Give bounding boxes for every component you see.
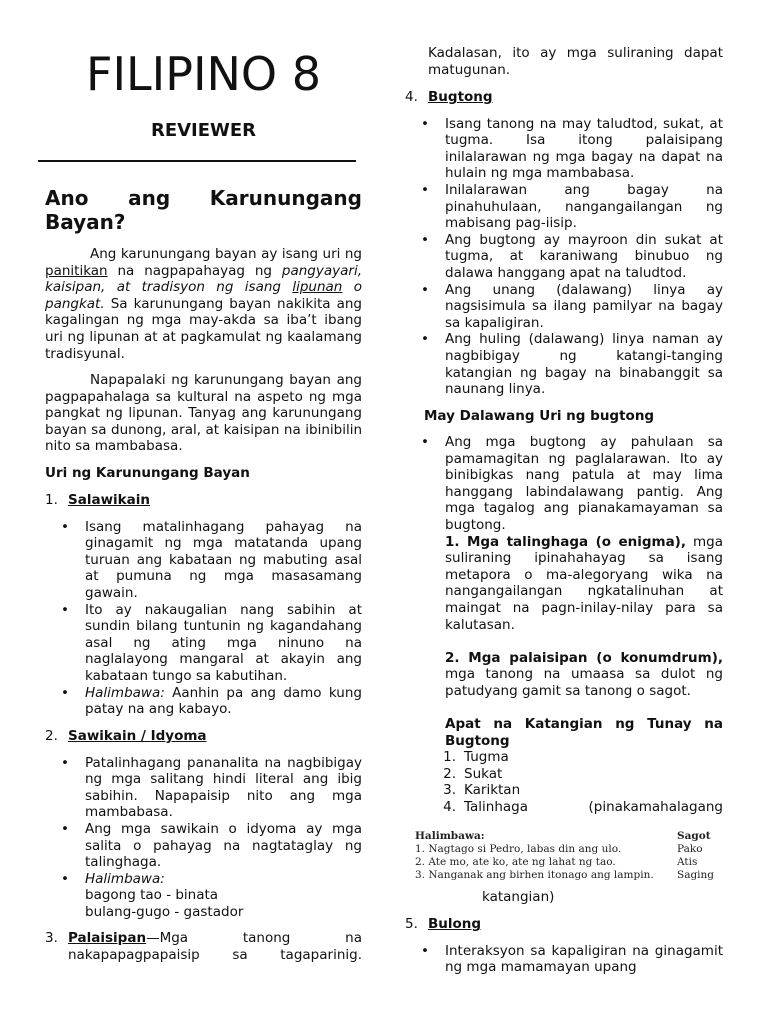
intro-term-lipunan: lipunan: [292, 279, 343, 296]
list-note: (pinakamahalagang: [588, 798, 723, 815]
list-item: • Ang mga sawikain o idyoma ay mga salita o pahayag na nagtataglay ng talinghaga.: [45, 821, 362, 871]
section-number: 1.: [45, 492, 58, 508]
section-title: Bugtong: [428, 89, 493, 105]
section-bulong: [405, 916, 723, 976]
section-title: Bulong: [428, 916, 482, 932]
example-text: bulang-gugo - gastador: [85, 903, 244, 920]
uri-bugtong-heading: May Dalawang Uri ng bugtong: [424, 408, 655, 424]
table-header: Sagot: [677, 830, 711, 842]
list-number: 1.: [443, 749, 456, 765]
list-number: 2.: [443, 765, 456, 782]
list-item: [430, 749, 723, 766]
page-subtitle: REVIEWER: [150, 120, 257, 141]
section-body: [68, 930, 362, 963]
list-text: Sukat: [464, 765, 503, 782]
intro-text: na nagpapahayag ng: [107, 262, 282, 279]
table-cell: Pako: [677, 843, 703, 855]
list-item: [430, 766, 723, 783]
bullet-list: [405, 434, 723, 700]
title-divider: [38, 160, 356, 162]
example-text: Aanhin pa ang damo kung patay na ang kabayo.: [85, 684, 362, 718]
katangian-list: [430, 749, 723, 815]
table-cell: 2. Ate mo, ate ko, ate ng lahat ng tao.: [415, 856, 616, 868]
katangian-continuation: katangian): [482, 889, 555, 905]
list-item: • Ang unang (dalawang) linya ay nagsisimula sa ilang pamilyar na bagay sa kapaligiran.: [405, 282, 723, 332]
page-title: FILIPINO 8: [85, 47, 322, 101]
palaisipan-continuation: Kadalasan, ito ay mga suliraning dapat matugunan.: [428, 45, 723, 78]
section-heading: [45, 930, 362, 963]
section-text: —Mga tanong na nakapapagpapaisip sa tagaparinig.: [68, 930, 362, 963]
section-bugtong: [405, 89, 723, 398]
list-text: Talinhaga: [464, 798, 529, 815]
list-item: • Ang bugtong ay mayroon din sukat at tugma, at karaniwang binubuo ng dalawa hanggang apat na taludtod.: [405, 232, 723, 282]
intro-italic: pangyayari, kaisipan, at tradisyon ng isang: [45, 262, 362, 296]
type-title: 2. Mga palaisipan (o konumdrum),: [445, 649, 723, 666]
list-item: • Isang matalinhagang pahayag na ginagamit ng mga matatanda upang turuan ang kabataan ng mabuting asal at pumuna ng mga masasamang gawain.: [45, 519, 362, 602]
section-heading: [45, 492, 362, 509]
section-title: Salawikain: [68, 492, 150, 508]
table-header: Halimbawa:: [415, 830, 485, 842]
type-text: mga suliraning ipinahahayag sa isang metapora o ma-alegoryang wika na nangangailangan ngkatalinuhan at maingat na pagn-inilay-nilay para sa kalutasan.: [445, 533, 723, 633]
list-item: [430, 782, 723, 799]
bullet-list: [405, 943, 723, 976]
table-cell: Saging: [677, 869, 715, 881]
section-heading: [405, 916, 723, 933]
uri-bugtong-body: [405, 434, 723, 700]
section-number: 5.: [405, 916, 418, 932]
section-heading: [45, 728, 362, 745]
list-item: [430, 799, 723, 816]
example-label: Halimbawa:: [85, 684, 165, 701]
type-text: mga tanong na umaasa sa dulot ng patudyang gamit sa tanong o sagot.: [445, 666, 723, 699]
section-title: Palaisipan: [68, 930, 147, 946]
list-item: • Inilalarawan ang bagay na pinahuhulaan, nangangailangan ng mabisang pag-iisip.: [405, 182, 723, 232]
section-number: 3.: [45, 930, 58, 946]
list-item: • Ito ay nakaugalian nang sabihin at sundin bilang tuntunin ng kagandahang asal ng ating mga ninuno na naglalayong mangaral at akayin ang kabataan tungo sa kabutihan.: [45, 602, 362, 685]
section-number: 2.: [45, 728, 58, 744]
apat-heading: Apat na Katangian ng Tunay na Bugtong: [445, 716, 723, 749]
uri-heading: Uri ng Karunungang Bayan: [45, 465, 250, 481]
list-item: • Patalinhagang pananalita na nagbibigay ng mga salitang hindi literal ang ibig sabihin. Napapaisip nito ang mga mambabasa.: [45, 755, 362, 821]
list-item: [405, 434, 723, 700]
list-item: • Ang huling (dalawang) linya naman ay nagbibigay ng katangi-tanging katangian ng bagay na binabanggit sa naunang linya.: [405, 331, 723, 397]
section-heading: [405, 89, 723, 106]
list-item: • Isang tanong na may taludtod, sukat, at tugma. Isa itong palaisipang inilalarawan ng mga bagay na dapat na hulain ng mga mambabasa.: [405, 116, 723, 182]
list-text: Kariktan: [464, 782, 521, 799]
list-text: Tugma: [464, 749, 509, 765]
section-salawikain: [45, 492, 362, 718]
bugtong-description: Ang mga bugtong ay pahulaan sa pamamagitan ng paglalarawan. Ito ay binibigkas nang patula at may lima hanggang labindalawang pantig. Ang mga tagalog ang pianakamayaman sa bugtong.: [445, 434, 723, 533]
list-number: 4.: [443, 798, 456, 815]
intro-paragraph-2: Napapalaki ng karunungang bayan ang pagpapahalaga sa kultural na aspeto ng mga pangkat ng lipunan. Tanyag ang karunungang bayan sa dunong, aral, at kaisipan na ibinibilin nito sa mambabasa.: [45, 372, 362, 455]
intro-term-panitikan: panitikan: [45, 262, 108, 279]
bullet-list: [45, 519, 362, 718]
list-item: • Interaksyon sa kapaligiran na ginagamit ng mga mamamayan upang: [405, 943, 723, 976]
section-title: Sawikain / Idyoma: [68, 728, 207, 744]
table-cell: 1. Nagtago si Pedro, labas din ang ulo.: [415, 843, 622, 855]
intro-text: Ang karunungang bayan ay isang uri ng: [90, 246, 362, 262]
main-heading: Ano ang Karunungang Bayan?: [45, 186, 362, 234]
table-cell: Atis: [677, 856, 698, 868]
table-cell: 3. Nanganak ang birhen itonago ang lampin.: [415, 869, 654, 881]
example-text: bagong tao - binata: [85, 887, 219, 904]
intro-paragraph-1: [45, 246, 362, 362]
bullet-list: [405, 116, 723, 398]
list-item: [45, 871, 362, 921]
section-number: 4.: [405, 89, 418, 105]
intro-text: Sa karunungang bayan nakikita ang kagalingan ng mga may-akda sa iba’t ibang uri ng lipunan at at pagkamulat ng kaalamang tradisyunal.: [45, 295, 362, 362]
type-title: 1. Mga talinghaga (o enigma),: [445, 533, 686, 550]
example-table: [415, 830, 733, 882]
example-label: Halimbawa:: [85, 870, 165, 887]
intro-italic: o pangkat.: [45, 279, 362, 312]
section-sawikain: [45, 728, 362, 921]
section-palaisipan: [45, 930, 362, 963]
list-item: [45, 685, 362, 718]
bullet-list: [45, 755, 362, 921]
list-number: 3.: [443, 782, 456, 799]
